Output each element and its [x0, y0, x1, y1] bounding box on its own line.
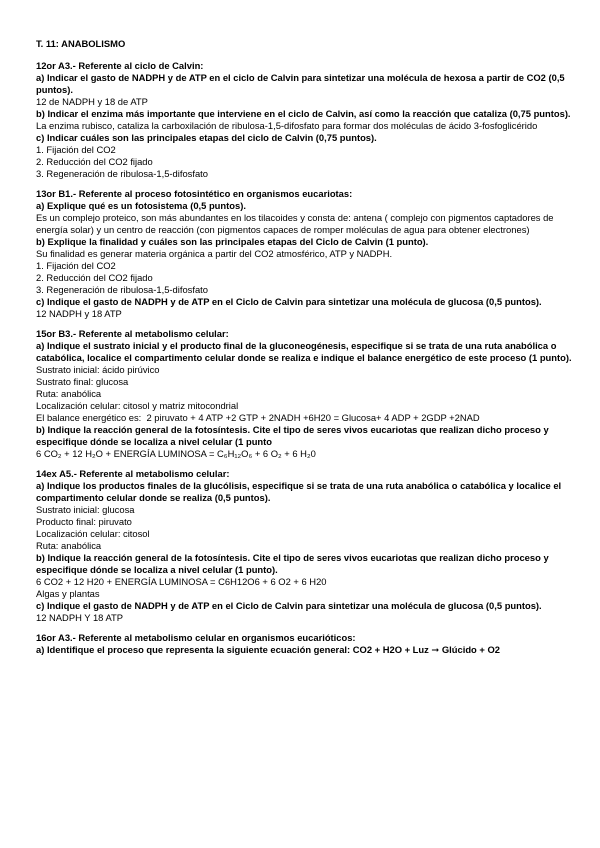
answer-text: 1. Fijación del CO2: [36, 260, 116, 271]
question-section: [36, 468, 572, 624]
question-section: [36, 632, 572, 656]
question-text: a) Indique el sustrato inicial y el producto final de la gluconeogénesis, especifique si se trata de una ruta anabólica o catabólica, localice el compartimento celular donde se realiza e indique el balance energético de este proceso (1 punto).: [36, 340, 572, 363]
answer-text: Ruta: anabólica: [36, 388, 102, 399]
question-text: a) Indicar el gasto de NADPH y de ATP en el ciclo de Calvin para sintetizar una molécula de hexosa a partir de CO2 (0,5 puntos).: [36, 72, 568, 95]
question-section: [36, 188, 572, 320]
question-section: [36, 60, 572, 180]
answer-text: 6 CO₂ + 12 H₂O + ENERGÍA LUMINOSA = C₆H₁₂O₆ + 6 O₂ + 6 H₂0: [36, 448, 316, 459]
question-text: a) Indique los productos finales de la glucólisis, especifique si se trata de una ruta anabólica o catabólica y localice el compartimento celular donde se realiza (0,5 puntos).: [36, 480, 564, 503]
section-heading: 12or A3.- Referente al ciclo de Calvin:: [36, 60, 204, 71]
answer-text: Su finalidad es generar materia orgánica a partir del CO2 atmosférico, ATP y NADPH.: [36, 248, 393, 259]
answer-text: Sustrato inicial: ácido pirúvico: [36, 364, 160, 375]
answer-text: Sustrato inicial: glucosa: [36, 504, 135, 515]
answer-text: 6 CO2 + 12 H20 + ENERGÍA LUMINOSA = C6H12O6 + 6 O2 + 6 H20: [36, 576, 327, 587]
answer-text: Localización celular: citosol: [36, 528, 150, 539]
document-page: [36, 38, 572, 664]
answer-text: Sustrato final: glucosa: [36, 376, 129, 387]
question-section: [36, 328, 572, 460]
answer-text: El balance energético es: 2 piruvato + 4 ATP +2 GTP + 2NADH +6H20 = Glucosa+ 4 ADP + 2GDP +2NAD: [36, 412, 480, 423]
answer-text: 12 NADPH Y 18 ATP: [36, 612, 124, 623]
question-text: c) Indique el gasto de NADPH y de ATP en el Ciclo de Calvin para sintetizar una molécula de glucosa (0,5 puntos).: [36, 296, 542, 307]
answer-text: 12 NADPH y 18 ATP: [36, 308, 122, 319]
answer-text: 2. Reducción del CO2 fijado: [36, 272, 153, 283]
question-text: a) Explique qué es un fotosistema (0,5 puntos).: [36, 200, 246, 211]
question-text: c) Indique el gasto de NADPH y de ATP en el Ciclo de Calvin para sintetizar una molécula de glucosa (0,5 puntos).: [36, 600, 542, 611]
answer-text: Ruta: anabólica: [36, 540, 102, 551]
answer-text: 2. Reducción del CO2 fijado: [36, 156, 153, 167]
question-text: b) Indique la reacción general de la fotosíntesis. Cite el tipo de seres vivos eucariotas que realizan dicho proceso y especifique dónde se localiza a nivel celular (1 punto: [36, 424, 552, 447]
answer-text: Es un complejo proteico, son más abundantes en los tilacoides y consta de: antena ( complejo con pigmentos captadores de energía solar) y un centro de reacción (con pigmentos capaces de romper moléculas de agua para obtener electrones): [36, 212, 557, 235]
question-text: c) Indicar cuáles son las principales etapas del ciclo de Calvin (0,75 puntos).: [36, 132, 377, 143]
question-text: b) Indique la reacción general de la fotosíntesis. Cite el tipo de seres vivos eucariotas que realizan dicho proceso y especifique dónde se localiza a nivel celular (1 punto).: [36, 552, 552, 575]
page-title: T. 11: ANABOLISMO: [36, 38, 126, 49]
answer-text: 3. Regeneración de ribulosa-1,5-difosfato: [36, 168, 208, 179]
answer-text: La enzima rubisco, cataliza la carboxilación de ribulosa-1,5-difosfato para formar dos moléculas de ácido 3-fosfoglicérido: [36, 120, 538, 131]
answer-text: 12 de NADPH y 18 de ATP: [36, 96, 148, 107]
question-text: b) Explique la finalidad y cuáles son las principales etapas del Ciclo de Calvin (1 punto).: [36, 236, 429, 247]
answer-text: Localización celular: citosol y matriz mitocondrial: [36, 400, 239, 411]
section-heading: 13or B1.- Referente al proceso fotosintético en organismos eucariotas:: [36, 188, 353, 199]
answer-text: Producto final: piruvato: [36, 516, 132, 527]
question-text: a) Identifique el proceso que representa la siguiente ecuación general: CO2 + H2O + Luz ➞ Glúcido + O2: [36, 644, 500, 655]
section-heading: 14ex A5.- Referente al metabolismo celular:: [36, 468, 230, 479]
section-heading: 15or B3.- Referente al metabolismo celular:: [36, 328, 229, 339]
sections-container: [36, 60, 572, 656]
question-text: b) Indicar el enzima más importante que interviene en el ciclo de Calvin, así como la reacción que cataliza (0,75 puntos).: [36, 108, 571, 119]
answer-text: 3. Regeneración de ribulosa-1,5-difosfato: [36, 284, 208, 295]
answer-text: Algas y plantas: [36, 588, 100, 599]
section-heading: 16or A3.- Referente al metabolismo celular en organismos eucarióticos:: [36, 632, 356, 643]
answer-text: 1. Fijación del CO2: [36, 144, 116, 155]
